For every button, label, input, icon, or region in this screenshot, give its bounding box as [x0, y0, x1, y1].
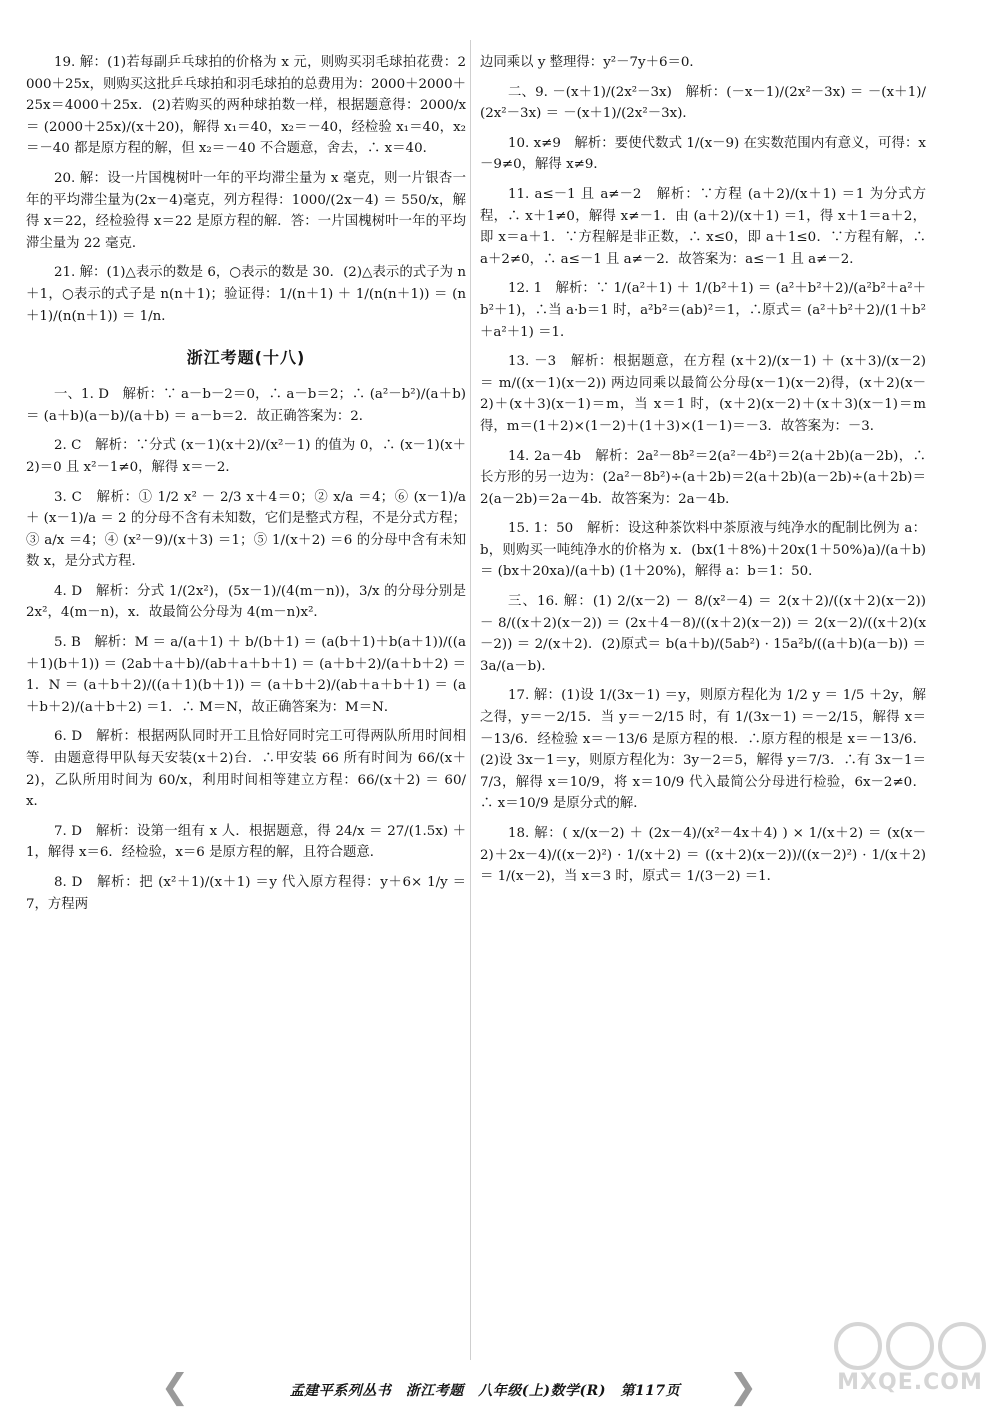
column-divider: [470, 40, 471, 1360]
answer-q18: 18. 解：( x/(x－2) ＋ (2x－4)/(x²－4x＋4) ) × 1/(x＋2) ＝ (x(x－2)＋2x－4)/((x－2)²) · 1/(x＋2) ＝ ((x＋2)(x－2))/((x－2)²) · 1/(x＋2) ＝ 1/(x－2)，当 x＝3 时，原式＝ 1/(3－2) ＝1．: [480, 826, 926, 885]
answer-q15: 15. 1：50 解析：设这种茶饮料中茶原液与纯净水的配制比例为 a：b，则购买一吨纯净水的价格为 x．(bx(1＋8%)＋20x(1＋50%)a)/(a＋b) ＝ (bx＋20xa)/(a＋b) (1＋20%)，解得 a：b＝1：50．: [480, 521, 926, 580]
right-column: [480, 52, 926, 896]
answer-q6: 6. D 解析：根据两队同时开工且恰好同时完工可得两队所用时间相等．由题意得甲队每天安装(x＋2)台．∴甲安装 66 所有时间为 66/(x＋2)，乙队所用时间为 60/x，利用时间相等建立方程：66/(x＋2) ＝ 60/x．: [26, 729, 466, 810]
previous-page-arrow-icon[interactable]: ❮: [160, 1367, 190, 1407]
answer-q12: 12. 1 解析：∵ 1/(a²＋1) ＋ 1/(b²＋1) ＝ (a²＋b²＋2)/(a²b²＋a²＋b²＋1)，∴当 a·b＝1 时，a²b²＝(ab)²＝1，∴原式＝ (a²＋b²＋2)/(1＋b²＋a²＋1) ＝1．: [480, 281, 926, 340]
answer-q11: 11. a≤－1 且 a≠－2 解析：∵方程 (a＋2)/(x＋1) ＝1 为分式方程，∴ x＋1≠0，解得 x≠－1．由 (a＋2)/(x＋1) ＝1，得 x＋1＝a＋2，即 x＝a＋1．∵方程解是非正数，∴ x≤0，即 a＋1≤0．∵方程有解，∴ a＋2≠0，∴ a≤－1 且 a≠－2．故答案为：a≤－1 且 a≠－2．: [480, 186, 926, 267]
answer-q17: 17. 解：(1)设 1/(3x－1) ＝y，则原方程化为 1/2 y ＝ 1/5 ＋2y，解之得，y＝－2/15．当 y＝－2/15 时，有 1/(3x－1) ＝－2/15，解得 x＝－13/6．经检验 x＝－13/6 是原方程的根．∴原方程的根是 x＝－13/6．(2)设 3x－1＝y，则原方程化为：3y－2＝5，解得 y＝7/3．∴有 3x－1＝7/3，解得 x＝10/9，将 x＝10/9 代入最简公分母进行检验，6x－2≠0．∴ x＝10/9 是原分式的解．: [480, 688, 926, 812]
footer-text: 孟建平系列丛书 浙江考题 八年级(上)数学(R) 第117页: [289, 1383, 681, 1399]
watermark-seal-icon: [830, 1318, 990, 1374]
answer-q4: 4. D 解析：分式 1/(2x²)，(5x－1)/(4(m－n))，3/x 的分母分别是 2x²，4(m－n)，x．故最简公分母为 4(m－n)x²．: [26, 583, 466, 621]
answer-q7: 7. D 解析：设第一组有 x 人．根据题意，得 24/x ＝ 27/(1.5x) ＋1，解得 x＝6．经检验，x＝6 是原方程的解，且符合题意．: [26, 823, 466, 861]
answer-q9: 二、9. －(x＋1)/(2x²－3x) 解析：(－x－1)/(2x²－3x) ＝ －(x＋1)/(2x²－3x) ＝ －(x＋1)/(2x²－3x)．: [480, 84, 926, 122]
section-title: 浙江考题(十八): [186, 348, 306, 368]
answer-q16: 三、16. 解：(1) 2/(x－2) － 8/(x²－4) ＝ 2(x＋2)/((x＋2)(x－2)) － 8/((x＋2)(x－2)) ＝ (2x＋4－8)/((x＋2)(x－2)) ＝ 2(x－2)/((x＋2)(x－2)) ＝ 2/(x＋2)．(2)原式＝ b(a＋b)/(5ab²) · 15a²b/((a＋b)(a－b)) ＝ 3a/(a－b)．: [480, 594, 926, 674]
answer-q10: 10. x≠9 解析：要使代数式 1/(x－9) 在实数范围内有意义，可得：x－9≠0，解得 x≠9．: [480, 135, 926, 173]
answer-q1: 一、1. D 解析：∵ a－b－2＝0，∴ a－b＝2；∴ (a²－b²)/(a＋b) ＝ (a＋b)(a－b)/(a＋b) ＝ a－b＝2．故正确答案为：2．: [26, 387, 466, 424]
answer-q8-continued: 边同乘以 y 整理得：y²－7y＋6＝0．: [480, 55, 703, 70]
answer-q8: 8. D 解析：把 (x²＋1)/(x＋1) ＝y 代入原方程得：y＋6× 1/y ＝7，方程两: [26, 875, 466, 912]
left-column: [26, 52, 466, 923]
answer-q2: 2. C 解析：∵分式 (x－1)(x＋2)/(x²－1) 的值为 0，∴ (x－1)(x＋2)＝0 且 x²－1≠0，解得 x＝－2．: [26, 438, 466, 475]
answer-q21: 21. 解：(1)△表示的数是 6，○表示的数是 30．(2)△表示的式子为 n＋1，○表示的式子是 n(n＋1)；验证得：1/(n＋1) ＋ 1/(n(n＋1)) ＝ (n＋1)/(n(n＋1)) ＝ 1/n．: [26, 265, 466, 324]
answer-q13: 13. －3 解析：根据题意，在方程 (x＋2)/(x－1) ＋ (x＋3)/(x－2) ＝ m/((x－1)(x－2)) 两边同乘以最简公分母(x－1)(x－2)得，(x＋2)(x－2)＋(x＋3)(x－1)＝m，当 x＝1 时，(x＋2)(x－2)＋(x＋3)(x－1)＝m 得，m＝(1＋2)×(1－2)＋(1＋3)×(1－1)＝－3．故答案为：－3．: [480, 354, 926, 434]
watermark-text: MXQE.COM: [837, 1370, 983, 1395]
answer-q5: 5. B 解析：M ＝ a/(a＋1) ＋ b/(b＋1) ＝ (a(b＋1)＋b(a＋1))/((a＋1)(b＋1)) ＝ (2ab＋a＋b)/(ab＋a＋b＋1) ＝ (a＋b＋2)/(a＋b＋2) ＝1．N ＝ (a＋b＋2)/((a＋1)(b＋1)) ＝ (a＋b＋2)/(ab＋a＋b＋1) ＝ (a＋b＋2)/(a＋b＋2) ＝1．∴ M＝N，故正确答案为：M＝N．: [26, 635, 466, 715]
answer-q3: 3. C 解析：① 1/2 x² － 2/3 x＋4＝0；② x/a ＝4；⑥ (x－1)/a ＋ (x－1)/a ＝ 2 的分母不含有未知数，它们是整式方程，不是分式方程；③ a/x ＝4；④ (x²－9)/(x＋3) ＝1；⑤ 1/(x＋2) ＝6 的分母中含有未知数 x，是分式方程．: [26, 489, 466, 570]
answer-q19: 19. 解：(1)若每副乒乓球拍的价格为 x 元，则购买羽毛球拍花费：2000＋25x，则购买这批乒乓球拍和羽毛球拍的总费用为：2000＋2000＋25x＝4000＋25x．(2)若购买的两种球拍数一样，根据题意得：2000/x ＝ (2000＋25x)/(x＋20)，解得 x₁＝40，x₂＝－40，经检验 x₁＝40，x₂＝－40 都是原方程的解，但 x₂＝－40 不合题意，舍去，∴ x＝40．: [26, 55, 466, 157]
next-page-arrow-icon[interactable]: ❯: [728, 1367, 758, 1407]
watermark-logo: [830, 1318, 990, 1408]
answer-q14: 14. 2a－4b 解析：2a²－8b²＝2(a²－4b²)＝2(a＋2b)(a－2b)，∴长方形的另一边为：(2a²－8b²)÷(a＋2b)＝2(a＋2b)(a－2b)÷(a＋2b)＝2(a－2b)＝2a－4b．故答案为：2a－4b．: [480, 448, 926, 507]
answer-q20: 20. 解：设一片国槐树叶一年的平均滞尘量为 x 毫克，则一片银杏一年的平均滞尘量为(2x－4)毫克，列方程得：1000/(2x－4) ＝ 550/x，解得 x＝22，经检验得 x＝22 是原方程的解．答：一片国槐树叶一年的平均滞尘量为 22 毫克．: [26, 170, 466, 251]
